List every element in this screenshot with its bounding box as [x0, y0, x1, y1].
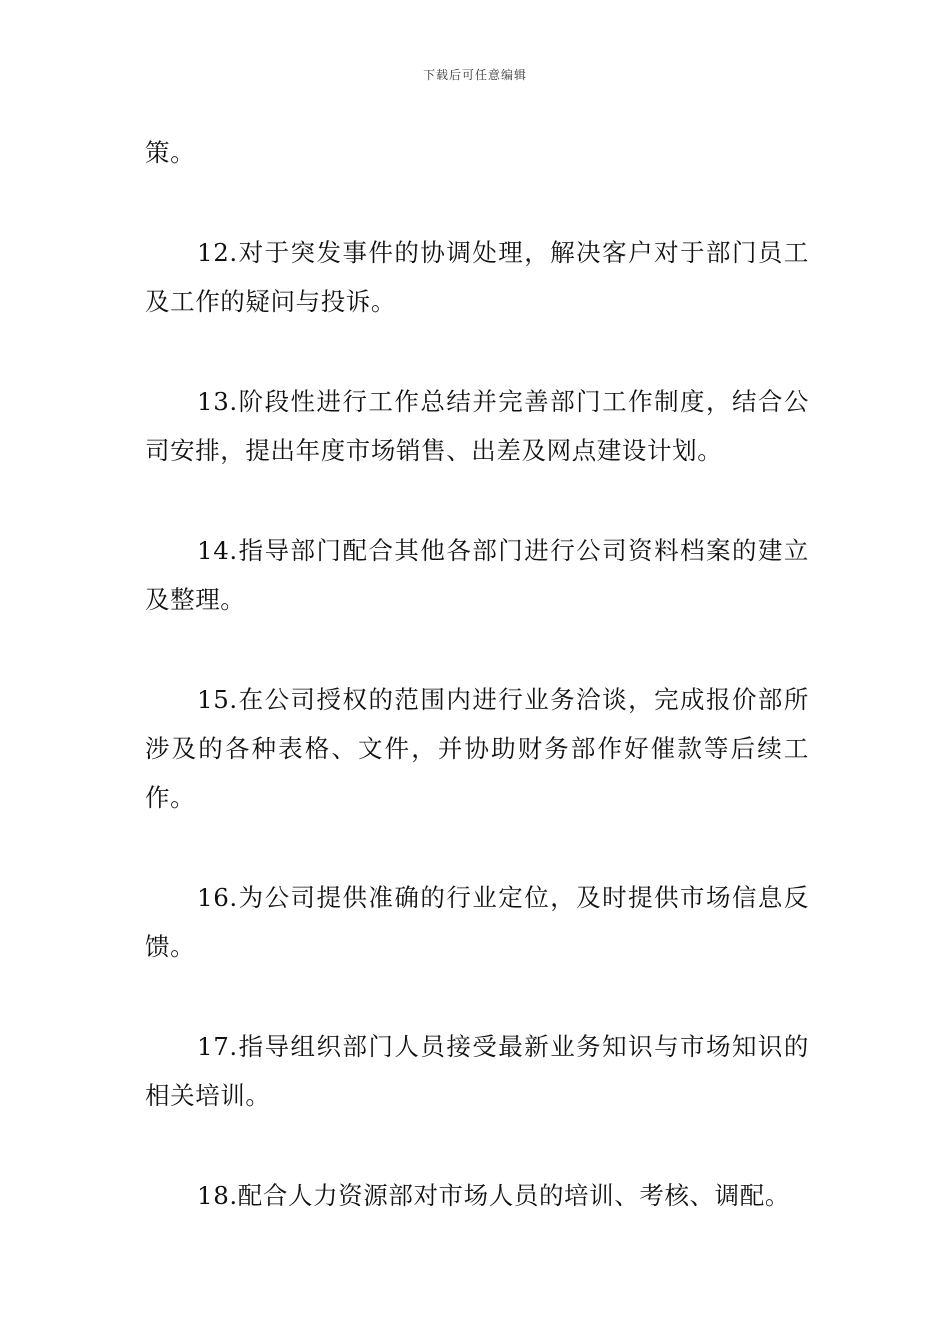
paragraph-item-16: 16.为公司提供准确的行业定位，及时提供市场信息反馈。	[145, 883, 809, 961]
paragraph-item-15: 15.在公司授权的范围内进行业务洽谈，完成报价部所涉及的各种表格、文件，并协助财务部作好催款等后续工作。	[145, 685, 809, 812]
document-body	[145, 128, 809, 1271]
paragraph-continuation: 策。	[145, 138, 196, 167]
paragraph-item-18: 18.配合人力资源部对市场人员的培训、考核、调配。	[197, 1181, 790, 1210]
paragraph-item-14: 14.指导部门配合其他各部门进行公司资料档案的建立及整理。	[145, 536, 809, 614]
page-header: 下载后可任意编辑	[422, 68, 527, 82]
paragraph-item-13: 13.阶段性进行工作总结并完善部门工作制度，结合公司安排，提出年度市场销售、出差及网点建设计划。	[145, 387, 809, 465]
paragraph-item-17: 17.指导组织部门人员接受最新业务知识与市场知识的相关培训。	[145, 1032, 809, 1110]
paragraph-item-12: 12.对于突发事件的协调处理，解决客户对于部门员工及工作的疑问与投诉。	[145, 238, 809, 316]
